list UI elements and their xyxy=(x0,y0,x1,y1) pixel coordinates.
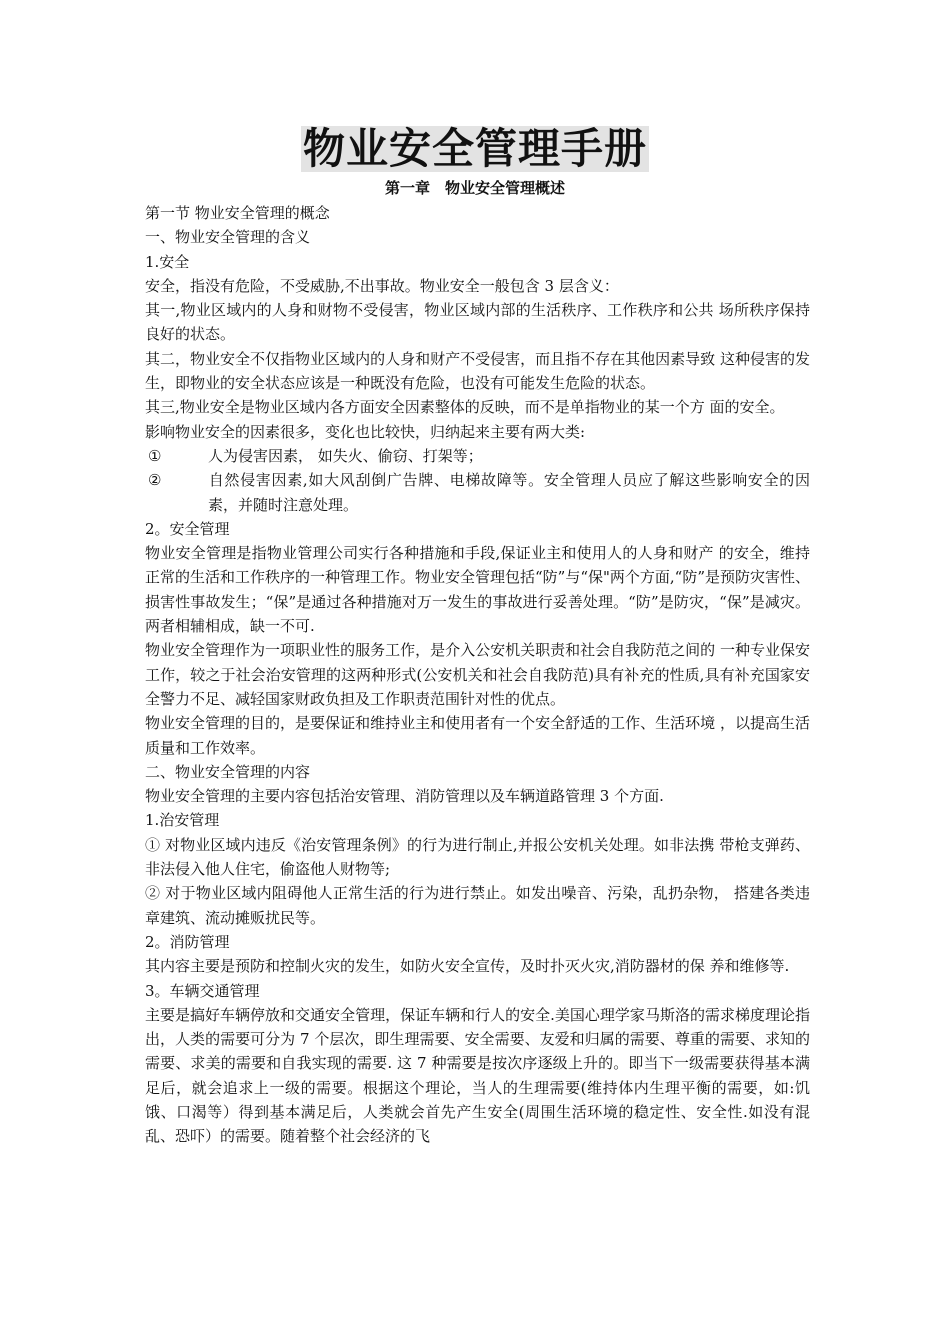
item-heading: 2。消防管理 xyxy=(145,932,230,951)
subsection-heading: 一、物业安全管理的含义 xyxy=(145,228,311,247)
body-paragraph: 物业安全管理的主要内容包括治安管理、消防管理以及车辆道路管理 3 个方面. xyxy=(145,787,664,806)
body-paragraph: 其一,物业区域内的人身和财物不受侵害，物业区域内部的生活秩序、工作秩序和公共 场所秩序保持良好的状态。 xyxy=(145,301,810,344)
body-paragraph: ① 对物业区域内违反《治安管理条例》的行为进行制止,并报公安机关处理。如非法携 带枪支弹药、非法侵入他人住宅，偷盗他人财物等; xyxy=(145,835,810,879)
subsection-heading: 二、物业安全管理的内容 xyxy=(145,762,311,781)
list-item xyxy=(145,468,810,517)
body-paragraph: 其内容主要是预防和控制火灾的发生，如防火安全宣传，及时扑灭火灾,消防器材的保 养和维修等. xyxy=(145,957,790,976)
list-marker: ① xyxy=(148,446,162,465)
body-paragraph: 影响物业安全的因素很多，变化也比较快，归纳起来主要有两大类: xyxy=(145,422,586,441)
body-paragraph: 物业安全管理作为一项职业性的服务工作，是介入公安机关职责和社会自我防范之间的 一种专业保安工作，较之于社会治安管理的这两种形式(公安机关和社会自我防范)具有补充的性质,具有补充国家安全警力不足、减轻国家财政负担及工作职责范围针对性的优点。 xyxy=(145,641,810,708)
body-paragraph: 其三,物业安全是物业区域内各方面安全因素整体的反映，而不是单指物业的某一个方 面的安全。 xyxy=(145,398,785,417)
list-item xyxy=(145,444,810,468)
list-item-text: 自然侵害因素,如大风刮倒广告牌、电梯故障等。安全管理人员应了解这些影响安全的因素，并随时注意处理。 xyxy=(208,471,810,514)
body-paragraph: 物业安全管理的目的，是要保证和维持业主和使用者有一个安全舒适的工作、生活环境 ，以提高生活质量和工作效率。 xyxy=(145,714,810,757)
item-heading: 3。车辆交通管理 xyxy=(145,981,260,1000)
body-paragraph: 主要是搞好车辆停放和交通安全管理，保证车辆和行人的安全.美国心理学家马斯洛的需求梯度理论指出，人类的需要可分为 7 个层次，即生理需要、安全需要、友爱和归属的需要、尊重的需要、求知的需要、求美的需要和自我实现的需要. 这 7 种需要是按次序逐级上升的。即当下一级需要获得基本满足后，就会追求上一级的需要。根据这个理论，当人的生理需要(维持体内生理平衡的需要，如:饥饿、口渴等）得到基本满足后，人类就会首先产生安全(周围生活环境的稳定性、安全性.如没有混乱、恐吓）的需要。随着整个社会经济的飞 xyxy=(145,1005,810,1146)
section-heading: 第一节 物业安全管理的概念 xyxy=(145,204,330,222)
item-heading: 2。安全管理 xyxy=(145,519,230,538)
list-item-text: 人为侵害因素， 如失火、偷窃、打架等； xyxy=(208,446,483,465)
body-paragraph: 安全，指没有危险，不受威胁,不出事故。物业安全一般包含 3 层含义： xyxy=(145,276,619,295)
body-paragraph: 物业安全管理是指物业管理公司实行各种措施和手段,保证业主和使用人的人身和财产 的安全，维持正常的生活和工作秩序的一种管理工作。物业安全管理包括“防”与“保"两个方面,“防”是预防灾害性、损害性事故发生；“保”是通过各种措施对万一发生的事故进行妥善处理。“防”是防灾，“保”是减灾。两者相辅相成，缺一不可. xyxy=(145,544,811,636)
body-paragraph: 其二，物业安全不仅指物业区域内的人身和财产不受侵害，而且指不存在其他因素导致 这种侵害的发生，即物业的安全状态应该是一种既没有危险，也没有可能发生危险的状态。 xyxy=(145,349,810,393)
body-paragraph: ② 对于物业区域内阻碍他人正常生活的行为进行禁止。如发出噪音、污染，乱扔杂物， 搭建各类违章建筑、流动摊贩扰民等。 xyxy=(145,884,810,927)
document-body xyxy=(145,201,810,1149)
document-title-container xyxy=(0,126,950,172)
list-marker: ② xyxy=(148,471,162,490)
chapter-title: 第一章 物业安全管理概述 xyxy=(384,179,565,197)
item-heading: 1.安全 xyxy=(145,252,190,271)
item-heading: 1.治安管理 xyxy=(145,811,220,830)
document-title: 物业安全管理手册 xyxy=(302,124,647,173)
